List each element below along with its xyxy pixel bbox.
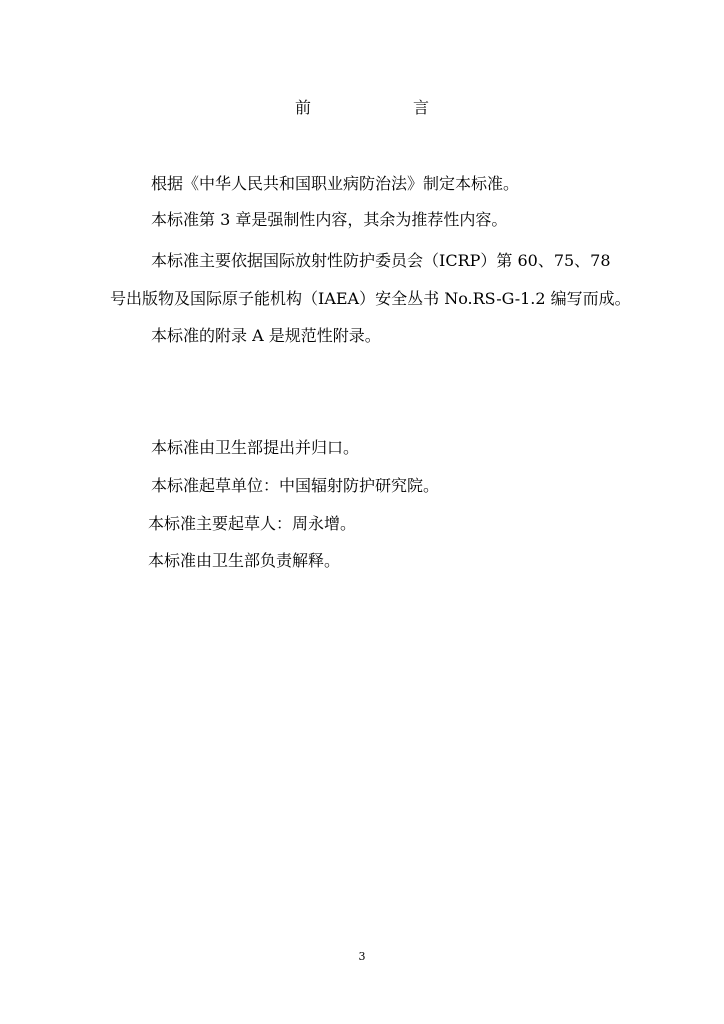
page-number: 3	[358, 950, 366, 963]
paragraph-references-line2: 号出版物及国际原子能机构（IAEA）安全丛书 No.RS-G-1.2 编写而成。	[110, 289, 631, 308]
paragraph-drafting-unit: 本标准起草单位：中国辐射防护研究院。	[151, 476, 440, 495]
paragraph-mandatory-content: 本标准第 3 章是强制性内容，其余为推荐性内容。	[151, 210, 508, 229]
paragraph-legal-basis: 根据《中华人民共和国职业病防治法》制定本标准。	[151, 174, 520, 193]
paragraph-interpretation: 本标准由卫生部负责解释。	[148, 551, 341, 570]
paragraph-appendix: 本标准的附录 A 是规范性附录。	[151, 326, 381, 345]
paragraph-references-line1: 本标准主要依据国际放射性防护委员会（ICRP）第 60、75、78	[151, 251, 611, 270]
heading-char-2: 言	[413, 98, 430, 117]
paragraph-drafter: 本标准主要起草人：周永增。	[148, 514, 357, 533]
preface-heading	[0, 94, 724, 122]
paragraph-proposer: 本标准由卫生部提出并归口。	[151, 438, 360, 457]
heading-char-1: 前	[295, 98, 312, 117]
